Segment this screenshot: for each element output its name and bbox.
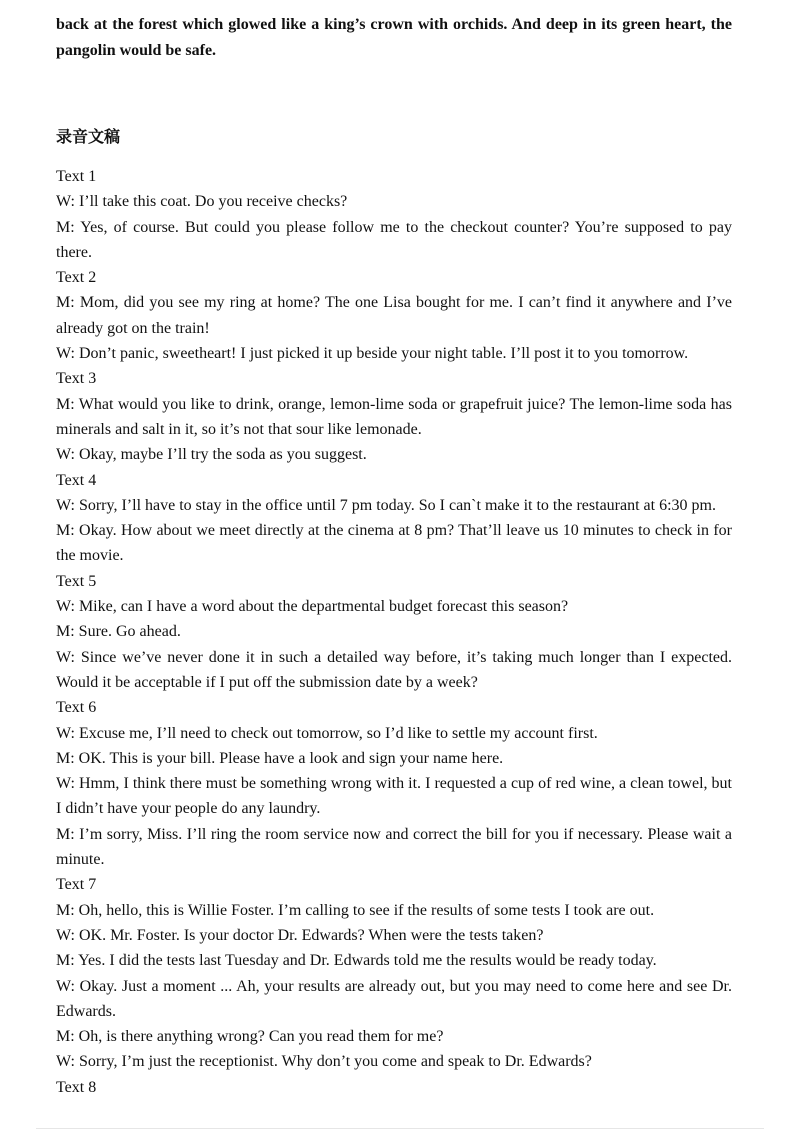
transcript-line: W: Excuse me, I’ll need to check out tomorrow, so I’d like to settle my account first. [56,724,598,742]
section-title: 录音文稿 [56,127,121,146]
transcript-line: M: Yes. I did the tests last Tuesday and Dr. Edwards told me the results would be ready today. [56,952,657,970]
transcript-line: W: Hmm, I think there must be something wrong with it. I requested a cup of red wine, a clean towel, but I didn’t have your people do any laundry. [56,775,732,818]
transcript-line: W: Since we’ve never done it in such a detailed way before, it’s taking much longer than I expected. Would it be acceptable if I put off the submission date by a week? [56,648,732,691]
transcript-line: Text 5 [56,572,97,590]
transcript-line: W: Mike, can I have a word about the departmental budget forecast this season? [56,598,569,616]
transcript-line: Text 2 [56,269,97,287]
transcript-line: M: Okay. How about we meet directly at the cinema at 8 pm? That’ll leave us 10 minutes to check in for the movie. [56,522,732,565]
transcript-line: M: Yes, of course. But could you please follow me to the checkout counter? You’re supposed to pay there. [56,218,732,261]
transcript-line: M: I’m sorry, Miss. I’ll ring the room service now and correct the bill for you if necessary. Please wait a minute. [56,825,732,869]
transcript-line: W: Sorry, I’ll have to stay in the office until 7 pm today. So I can`t make it to the restaurant at 6:30 pm. [56,496,716,514]
transcript-line: W: Don’t panic, sweetheart! I just picked it up beside your night table. I’ll post it to you tomorrow. [56,345,689,363]
transcript-line: W: Sorry, I’m just the receptionist. Why don’t you come and speak to Dr. Edwards? [56,1053,592,1071]
transcript-line: Text 3 [56,370,97,388]
transcript-line: M: What would you like to drink, orange, lemon-lime soda or grapefruit juice? The lemon-lime soda has minerals and salt in it, so it’s not that sour like lemonade. [56,395,732,438]
transcript-line: Text 8 [56,1078,97,1096]
transcript-line: M: Mom, did you see my ring at home? The one Lisa bought for me. I can’t find it anywhere and I’ve already got on the train! [56,294,732,337]
transcript-line: W: OK. Mr. Foster. Is your doctor Dr. Edwards? When were the tests taken? [56,926,544,944]
transcript-line: Text 4 [56,471,97,489]
transcript-line: M: Oh, is there anything wrong? Can you read them for me? [56,1028,444,1046]
transcript [56,164,732,1100]
transcript-line: M: Oh, hello, this is Willie Foster. I’m calling to see if the results of some tests I took are out. [56,901,655,919]
transcript-line: W: Okay. Just a moment ... Ah, your results are already out, but you may need to come here and see Dr. Edwards. [56,977,732,1020]
page-bottom-rule [36,1128,764,1129]
story-ending-paragraph: back at the forest which glowed like a king’s crown with orchids. And deep in its green heart, the pangolin would be safe. [56,16,732,59]
transcript-line: Text 7 [56,876,97,894]
transcript-line: W: I’ll take this coat. Do you receive checks? [56,193,348,211]
transcript-line: Text 6 [56,699,97,717]
transcript-line: M: Sure. Go ahead. [56,623,181,641]
transcript-line: W: Okay, maybe I’ll try the soda as you suggest. [56,446,367,464]
transcript-line: Text 1 [56,168,97,185]
transcript-line: M: OK. This is your bill. Please have a look and sign your name here. [56,749,504,767]
